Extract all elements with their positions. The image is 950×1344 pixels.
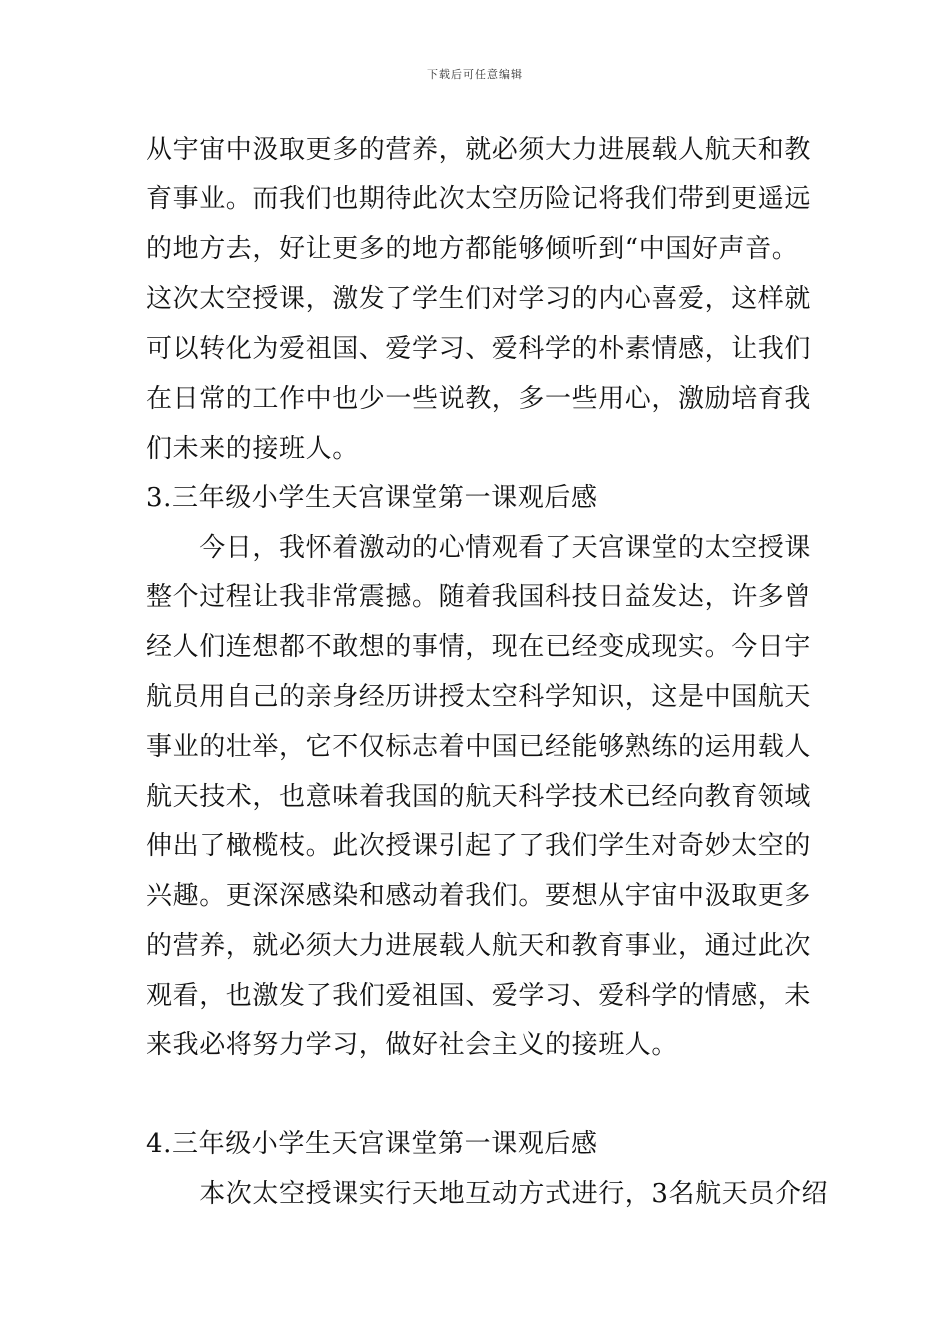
- paragraph-line: 来我必将努力学习，做好社会主义的接班人。: [146, 1030, 679, 1060]
- paragraph-line: 航员用自己的亲身经历讲授太空科学知识，这是中国航天: [146, 682, 812, 712]
- section-heading: 3.三年级小学生天宫课堂第一课观后感: [146, 483, 598, 513]
- paragraph-line: 的地方去，好让更多的地方都能够倾听到“中国好声音。: [146, 234, 799, 264]
- paragraph-line: 整个过程让我非常震撼。随着我国科技日益发达，许多曾: [146, 582, 812, 612]
- paragraph-line: 们未来的接班人。: [146, 434, 359, 464]
- paragraph-line: 航天技术，也意味着我国的航天科学技术已经向教育领域: [146, 782, 812, 812]
- paragraph-line: 观看，也激发了我们爱祖国、爱学习、爱科学的情感，未: [146, 981, 812, 1011]
- paragraph-line: 从宇宙中汲取更多的营养，就必须大力进展载人航天和教: [146, 135, 812, 165]
- paragraph-line: 经人们连想都不敢想的事情，现在已经变成现实。今日宇: [146, 632, 812, 662]
- page-header: 下载后可任意编辑: [427, 68, 523, 81]
- section-heading: 4.三年级小学生天宫课堂第一课观后感: [146, 1129, 598, 1159]
- paragraph-line: 兴趣。更深深感染和感动着我们。要想从宇宙中汲取更多: [146, 881, 812, 911]
- paragraph-line: 事业的壮举，它不仅标志着中国已经能够熟练的运用载人: [146, 732, 812, 762]
- paragraph-line: 在日常的工作中也少一些说教，多一些用心，激励培育我: [146, 384, 812, 414]
- paragraph-line: 育事业。而我们也期待此次太空历险记将我们带到更遥远: [146, 184, 812, 214]
- paragraph-line: 这次太空授课，激发了学生们对学习的内心喜爱，这样就: [146, 284, 812, 314]
- paragraph-line: 伸出了橄榄枝。此次授课引起了了我们学生对奇妙太空的: [146, 831, 812, 861]
- paragraph-line: 的营养，就必须大力进展载人航天和教育事业，通过此次: [146, 931, 812, 961]
- paragraph-line: 可以转化为爱祖国、爱学习、爱科学的朴素情感，让我们: [146, 334, 812, 364]
- paragraph-line: 今日，我怀着激动的心情观看了天宫课堂的太空授课: [146, 533, 812, 563]
- paragraph-line: 本次太空授课实行天地互动方式进行，3名航天员介绍: [146, 1179, 829, 1209]
